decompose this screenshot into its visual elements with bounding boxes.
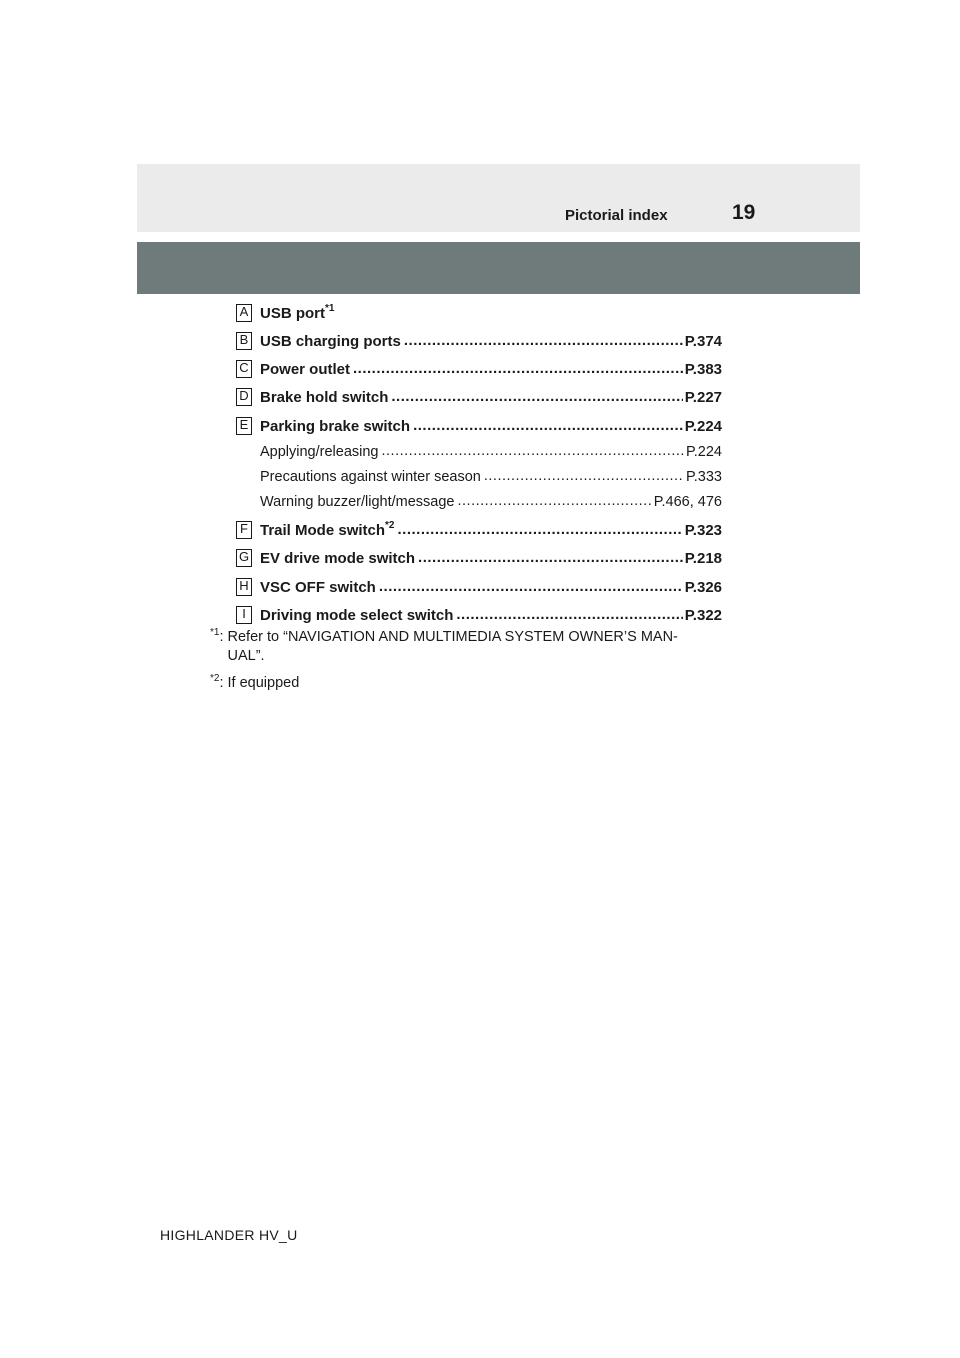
footnote-text [228, 628, 678, 666]
footnote-sep: : [219, 675, 224, 691]
entry-label: VSC OFF switch [260, 579, 376, 596]
index-entry-parking-brake-switch[interactable] [236, 413, 722, 435]
subentry-label: Applying/releasing [260, 444, 379, 460]
index-entry-driving-mode-select-switch[interactable] [236, 602, 722, 624]
leader-dots [456, 610, 682, 620]
leader-dots [404, 336, 683, 346]
entry-page-ref[interactable]: P.224 [684, 418, 722, 435]
leader-dots [418, 553, 683, 563]
leader-dots [397, 525, 682, 535]
footnote-ref: *1 [325, 303, 335, 314]
entry-page-ref[interactable]: P.383 [684, 361, 722, 378]
entry-letter: E [236, 417, 252, 435]
footnote-text [228, 674, 300, 693]
leader-dots [379, 582, 683, 592]
leader-dots [353, 364, 683, 374]
entry-letter: I [236, 606, 252, 624]
entry-label: Power outlet [260, 361, 351, 378]
footer-model-name: HIGHLANDER HV_U [160, 1227, 298, 1243]
entry-label: Brake hold switch [260, 389, 389, 406]
footnote-ref: *2 [385, 520, 395, 531]
footnote-2 [210, 674, 299, 693]
footnote-line: If equipped [227, 675, 300, 691]
index-subentry-applying-releasing[interactable] [260, 440, 722, 460]
entry-label: USB port$^{*1}$ [260, 303, 335, 322]
subentry-page-ref[interactable]: P.333 [685, 469, 722, 485]
entry-page-ref[interactable]: P.322 [684, 607, 722, 624]
leader-dots [413, 421, 683, 431]
index-entry-trail-mode-switch[interactable] [236, 517, 722, 539]
subentry-label: Precautions against winter season [260, 469, 481, 485]
entry-letter: H [236, 578, 252, 596]
footnote-line: Refer to “NAVIGATION AND MULTIMEDIA SYSTEM OWNER’S MAN- [227, 629, 678, 645]
entry-letter: C [236, 360, 252, 378]
leader-dots [458, 496, 652, 506]
entry-label: EV drive mode switch [260, 550, 416, 567]
entry-label: USB charging ports [260, 333, 401, 350]
footnote-sep: : [219, 629, 224, 645]
entry-label: Parking brake switch [260, 418, 411, 435]
subentry-label: Warning buzzer/light/message [260, 494, 455, 510]
footnote-mark: *1 [210, 627, 220, 638]
entry-label: Driving mode select switch [260, 607, 454, 624]
entry-letter: F [236, 521, 252, 539]
entry-page-ref[interactable]: P.227 [684, 389, 722, 406]
leader-dots [382, 446, 684, 456]
footnote-mark: *2 [210, 673, 220, 684]
entry-letter: A [236, 304, 252, 322]
leader-dots [391, 392, 682, 402]
entry-page-ref[interactable]: P.323 [684, 522, 722, 539]
index-subentry-warning-buzzer[interactable] [260, 490, 722, 510]
section-title: Pictorial index [565, 207, 668, 224]
entry-page-ref[interactable]: P.326 [684, 579, 722, 596]
page-number: 19 [732, 201, 756, 224]
footnote-1 [210, 628, 678, 666]
entry-letter: G [236, 549, 252, 567]
index-entry-usb-port[interactable] [236, 300, 722, 322]
subentry-page-ref[interactable]: P.224 [685, 444, 722, 460]
entry-label: Trail Mode switch$^{*2}$ [260, 520, 395, 539]
index-subentry-winter-precautions[interactable] [260, 465, 722, 485]
index-entry-vsc-off-switch[interactable] [236, 574, 722, 596]
entry-letter: D [236, 388, 252, 406]
footnote-line: UAL”. [227, 648, 265, 664]
entry-page-ref[interactable]: P.218 [684, 550, 722, 567]
index-entry-power-outlet[interactable] [236, 356, 722, 378]
entry-letter: B [236, 332, 252, 350]
index-entry-ev-drive-mode-switch[interactable] [236, 545, 722, 567]
header-bar [137, 242, 860, 294]
entry-page-ref[interactable]: P.374 [684, 333, 722, 350]
index-entry-usb-charging-ports[interactable] [236, 328, 722, 350]
index-entry-brake-hold-switch[interactable] [236, 384, 722, 406]
subentry-page-ref[interactable]: P.466, 476 [653, 494, 722, 510]
leader-dots [484, 471, 684, 481]
